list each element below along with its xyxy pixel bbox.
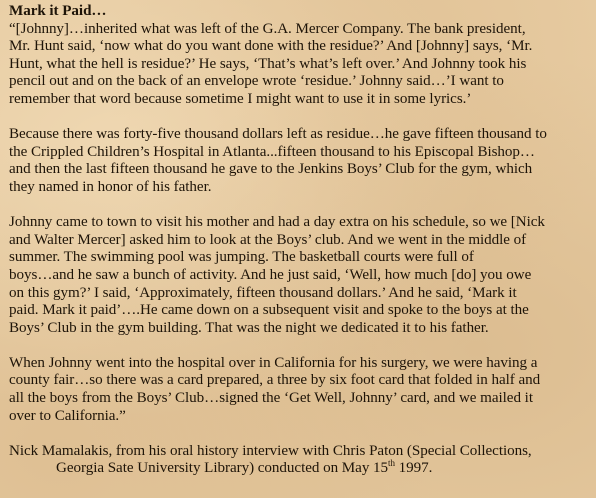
text-line: over to California.” xyxy=(9,407,126,424)
text-line: Because there was forty-five thousand dollars left as residue…he gave fifteen thousand to xyxy=(9,126,547,143)
text-line: the Crippled Children’s Hospital in Atlanta...fifteen thousand to his Episcopal Bishop… xyxy=(9,143,535,160)
paragraph-2 xyxy=(9,126,591,196)
text-line: summer. The swimming pool was jumping. The basketball courts were full of xyxy=(9,249,474,266)
text-line: they named in honor of his father. xyxy=(9,178,212,195)
attribution-line: Nick Mamalakis, from his oral history interview with Chris Paton (Special Collections, xyxy=(9,442,532,459)
attribution-line xyxy=(9,460,591,478)
attribution-year: 1997. xyxy=(394,460,433,477)
text-line: When Johnny went into the hospital over in California for his surgery, we were having a xyxy=(9,354,538,371)
document-title: Mark it Paid… xyxy=(9,3,107,19)
text-line: all the boys from the Boys’ Club…signed the ‘Get Well, Johnny’ card, and we mailed it xyxy=(9,390,533,407)
text-line: and then the last fifteen thousand he gave to the Jenkins Boys’ Club for the gym, which xyxy=(9,161,533,178)
attribution-text: Georgia Sate University Library) conducted on May 15 xyxy=(56,460,389,477)
paragraph-4 xyxy=(9,355,591,425)
text-line: and Walter Mercer] asked him to look at the Boys’ club. And we went in the middle of xyxy=(9,231,527,248)
text-line: “[Johnny]…inherited what was left of the G.A. Mercer Company. The bank president, xyxy=(9,20,526,37)
document xyxy=(9,3,591,496)
paragraph-3 xyxy=(9,214,591,337)
text-line: pencil out and on the back of an envelope wrote ‘residue.’ Johnny said…’I want to xyxy=(9,73,504,90)
text-line: Mr. Hunt said, ‘now what do you want done with the residue?’ And [Johnny] says, ‘Mr. xyxy=(9,38,533,55)
text-line: paid. Mark it paid’….He came down on a subsequent visit and spoke to the boys at the xyxy=(9,302,529,319)
text-line: boys…and he saw a bunch of activity. And he just said, ‘Well, how much [do] you owe xyxy=(9,266,532,283)
text-line: county fair…so there was a card prepared, a three by six foot card that folded in half and xyxy=(9,372,541,389)
ordinal-suffix: th xyxy=(388,458,395,469)
paragraph-1 xyxy=(9,21,591,109)
text-line: Johnny came to town to visit his mother and had a day extra on his schedule, so we [Nick xyxy=(9,214,545,231)
attribution xyxy=(9,443,591,478)
text-line: on this gym?’ I said, ‘Approximately, fifteen thousand dollars.’ And he said, ‘Mark it xyxy=(9,284,517,301)
text-line: remember that word because sometime I might want to use it in some lyrics.’ xyxy=(9,90,472,107)
text-line: Hunt, what the hell is residue?’ He says, ‘That’s what’s left over.’ And Johnny took his xyxy=(9,55,527,72)
text-line: Boys’ Club in the gym building. That was the night we dedicated it to his father. xyxy=(9,319,489,336)
